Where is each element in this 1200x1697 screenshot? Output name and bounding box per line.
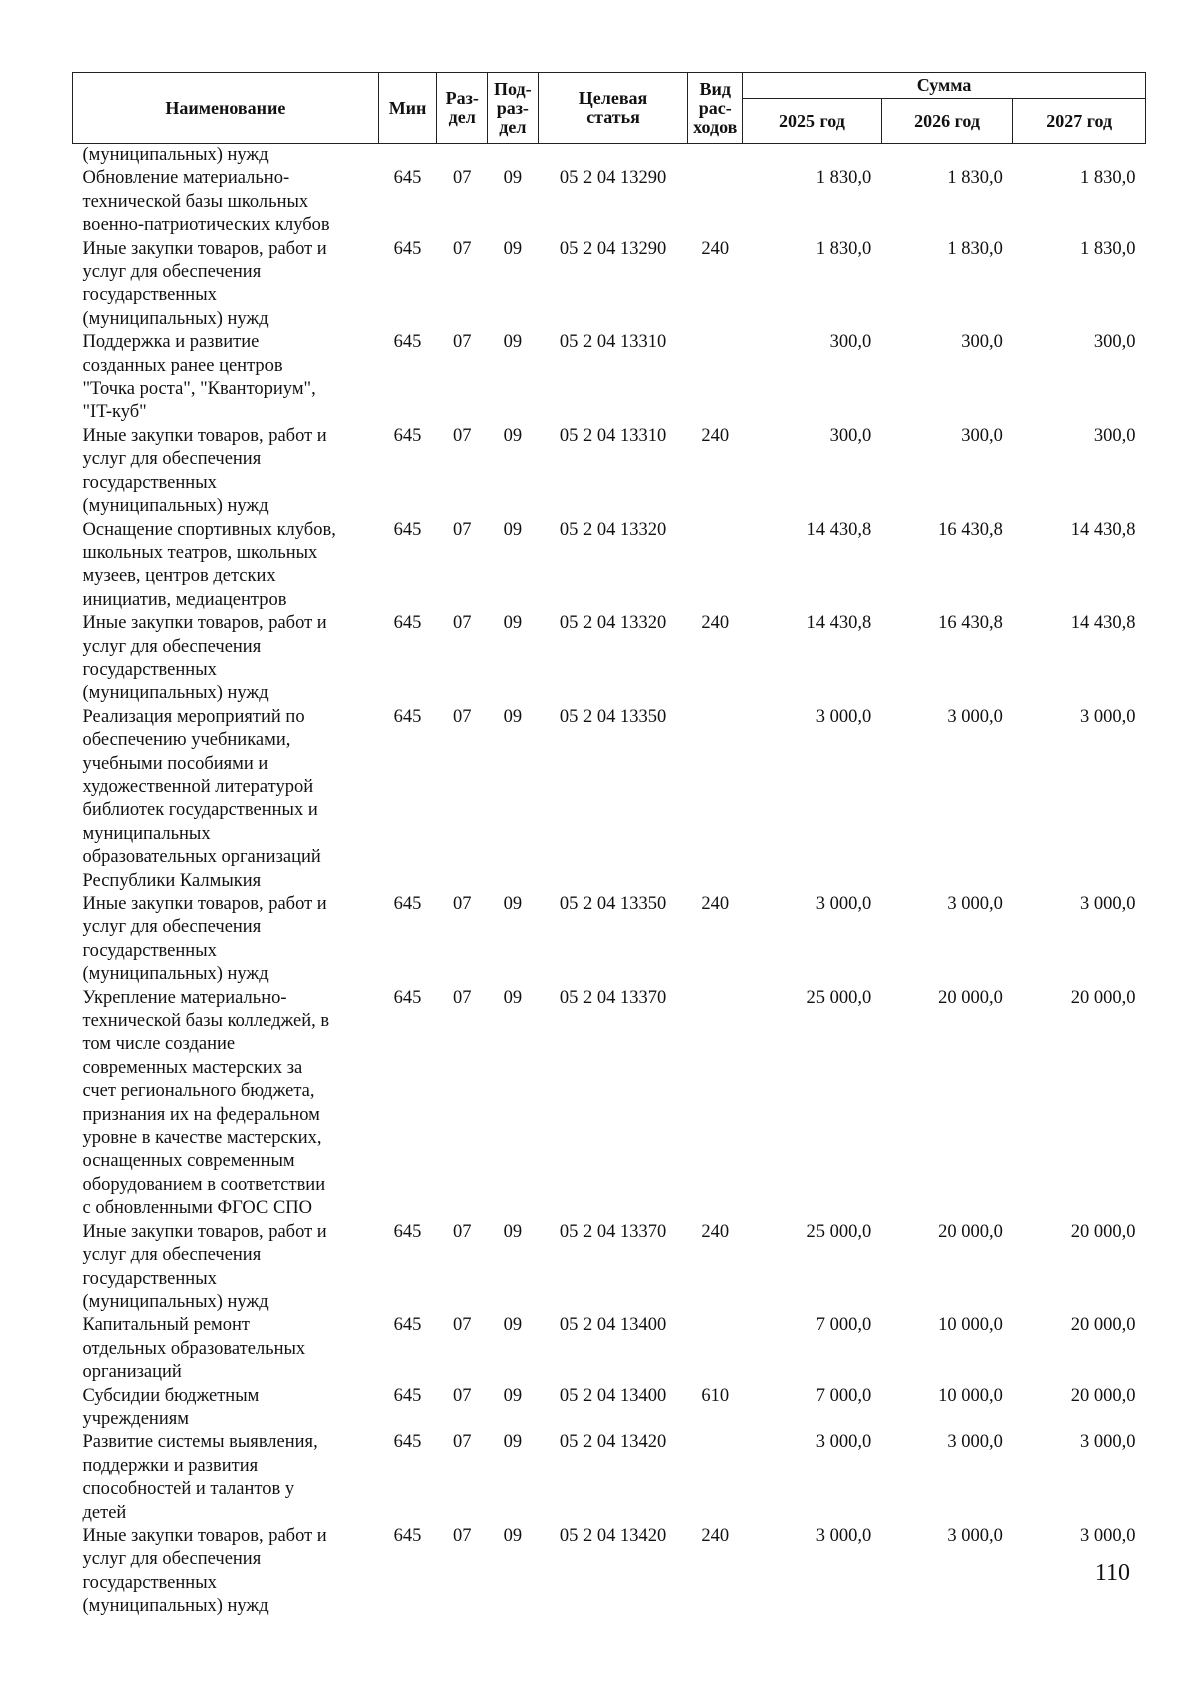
name-line: Укрепление материально-	[82, 987, 287, 1008]
name-line: поддержки и развития	[82, 1455, 259, 1476]
cell-name	[73, 144, 379, 168]
name-line: Обновление материально-	[82, 168, 290, 189]
name-line: Иные закупки товаров, работ и	[82, 613, 327, 634]
cell-sum-2026: 20 000,0	[938, 987, 1003, 1008]
name-line: (муниципальных) нужд	[82, 145, 269, 165]
cell-target: 05 2 04 13320	[559, 519, 667, 540]
cell-min: 645	[393, 1385, 422, 1406]
cell-razdel: 07	[452, 238, 472, 259]
name-line: Поддержка и развитие	[82, 332, 260, 353]
cell-vid	[688, 331, 743, 425]
cell-sum-2025: 3 000,0	[815, 894, 872, 914]
cell-razdel	[437, 144, 488, 168]
cell-sum-2026	[881, 144, 1013, 168]
table-row	[73, 167, 1146, 237]
cell-sum-2027: 20 000,0	[1070, 987, 1136, 1008]
cell-name	[73, 893, 379, 987]
table-row	[73, 1314, 1146, 1384]
name-line: "IT-куб"	[82, 402, 147, 423]
name-line: детей	[82, 1502, 127, 1523]
cell-razdel: 07	[452, 894, 472, 914]
cell-sum-2026: 10 000,0	[938, 1315, 1003, 1336]
name-line: Развитие системы выявления,	[82, 1432, 318, 1453]
cell-razdel: 07	[452, 332, 472, 353]
cell-podrazdel: 09	[503, 1525, 523, 1546]
cell-razdel: 07	[452, 706, 472, 727]
name-line: услуг для обеспечения	[82, 449, 262, 470]
cell-min	[378, 144, 437, 168]
cell-min: 645	[393, 168, 422, 189]
name-line: современных мастерских за	[82, 1057, 303, 1078]
cell-vid: 240	[701, 894, 730, 914]
cell-target: 05 2 04 13350	[559, 706, 667, 727]
name-line: Оснащение спортивных клубов,	[82, 519, 336, 540]
name-line: инициатив, медиацентров	[82, 589, 287, 610]
cell-sum-2027: 3 000,0	[1080, 894, 1136, 914]
cell-podrazdel: 09	[503, 613, 523, 634]
name-line: отдельных образовательных	[82, 1338, 306, 1359]
cell-podrazdel: 09	[503, 425, 523, 446]
cell-vid: 240	[701, 613, 730, 634]
name-line: государственных	[82, 472, 217, 493]
name-line: Иные закупки товаров, работ и	[82, 1221, 327, 1242]
cell-vid	[688, 167, 743, 237]
cell-vid: 240	[701, 1221, 730, 1242]
cell-target: 05 2 04 13400	[559, 1315, 667, 1336]
name-line: государственных	[82, 659, 217, 680]
cell-sum-2027: 300,0	[1093, 425, 1136, 446]
header-year-2025: 2025 год	[743, 99, 882, 144]
cell-min: 645	[393, 1221, 422, 1242]
cell-razdel: 07	[452, 987, 472, 1008]
name-line: Республики Калмыкия	[82, 870, 262, 891]
cell-target	[538, 144, 688, 168]
name-line: оснащенных современным	[82, 1151, 295, 1172]
cell-razdel: 07	[452, 1432, 472, 1453]
name-line: технической базы школьных	[82, 191, 309, 212]
cell-name	[73, 1525, 379, 1619]
cell-min: 645	[393, 1525, 422, 1546]
name-line: художественной литературой	[82, 776, 314, 797]
table-row	[73, 612, 1146, 706]
table-row	[73, 519, 1146, 613]
cell-sum-2025: 1 830,0	[815, 168, 872, 189]
cell-vid: 610	[701, 1385, 730, 1406]
cell-vid	[688, 1431, 743, 1525]
table-row	[73, 1431, 1146, 1525]
cell-min: 645	[393, 987, 422, 1008]
cell-target: 05 2 04 13420	[559, 1432, 667, 1453]
cell-podrazdel: 09	[503, 1385, 523, 1406]
name-line: услуг для обеспечения	[82, 917, 262, 938]
cell-podrazdel: 09	[503, 1432, 523, 1453]
cell-podrazdel: 09	[503, 168, 523, 189]
cell-target: 05 2 04 13420	[559, 1525, 667, 1546]
cell-razdel: 07	[452, 1385, 472, 1406]
name-line: Иные закупки товаров, работ и	[82, 1525, 327, 1546]
cell-razdel: 07	[452, 1525, 472, 1546]
cell-sum-2025: 7 000,0	[815, 1315, 872, 1336]
cell-min: 645	[393, 519, 422, 540]
cell-sum-2027: 14 430,8	[1070, 613, 1136, 634]
cell-podrazdel: 09	[503, 1315, 523, 1336]
cell-name	[73, 612, 379, 706]
cell-vid: 240	[701, 238, 730, 259]
cell-podrazdel: 09	[503, 238, 523, 259]
cell-sum-2027: 1 830,0	[1080, 238, 1136, 259]
name-line: услуг для обеспечения	[82, 1245, 262, 1266]
header-year-2027: 2027 год	[1013, 99, 1146, 144]
name-line: Иные закупки товаров, работ и	[82, 894, 327, 914]
name-line: том числе создание	[82, 1034, 236, 1055]
cell-name	[73, 167, 379, 237]
cell-sum-2025: 25 000,0	[806, 1221, 872, 1242]
name-line: (муниципальных) нужд	[82, 1291, 269, 1312]
table-row	[73, 238, 1146, 332]
header-name: Наименование	[73, 73, 379, 144]
cell-sum-2027: 3 000,0	[1080, 706, 1136, 727]
cell-sum-2027: 20 000,0	[1070, 1315, 1136, 1336]
cell-sum-2026: 1 830,0	[947, 238, 1003, 259]
name-line: услуг для обеспечения	[82, 262, 262, 283]
cell-sum-2026: 300,0	[961, 425, 1003, 446]
cell-sum-2025: 14 430,8	[806, 613, 872, 634]
name-line: образовательных организаций	[82, 847, 321, 868]
name-line: государственных	[82, 940, 217, 961]
cell-sum-2025: 1 830,0	[815, 238, 872, 259]
cell-name	[73, 1385, 379, 1432]
table-header	[73, 73, 1146, 144]
name-line: признания их на федеральном	[82, 1104, 320, 1125]
cell-target: 05 2 04 13350	[559, 894, 667, 914]
header-vid: Вид рас- ходов	[688, 73, 743, 144]
cell-name	[73, 1221, 379, 1315]
cell-podrazdel: 09	[503, 987, 523, 1008]
cell-podrazdel: 09	[503, 1221, 523, 1242]
table-row	[73, 1221, 1146, 1315]
cell-sum-2025: 3 000,0	[815, 1432, 872, 1453]
cell-target: 05 2 04 13310	[559, 425, 667, 446]
cell-razdel: 07	[452, 1221, 472, 1242]
cell-sum-2027: 1 830,0	[1080, 168, 1136, 189]
cell-min: 645	[393, 706, 422, 727]
cell-target: 05 2 04 13290	[559, 238, 667, 259]
name-line: услуг для обеспечения	[82, 1549, 262, 1570]
cell-sum-2025: 300,0	[829, 425, 872, 446]
cell-sum-2026: 3 000,0	[947, 1432, 1003, 1453]
name-line: государственных	[82, 285, 217, 306]
cell-podrazdel	[488, 144, 539, 168]
header-year-2026: 2026 год	[881, 99, 1013, 144]
cell-vid	[688, 144, 743, 168]
cell-razdel: 07	[452, 425, 472, 446]
name-line: Иные закупки товаров, работ и	[82, 425, 327, 446]
name-line: организаций	[82, 1362, 182, 1383]
cell-target: 05 2 04 13320	[559, 613, 667, 634]
cell-min: 645	[393, 613, 422, 634]
name-line: библиотек государственных и	[82, 800, 318, 821]
table-row	[73, 1385, 1146, 1432]
cell-podrazdel: 09	[503, 706, 523, 727]
cell-podrazdel: 09	[503, 894, 523, 914]
table-row	[73, 706, 1146, 893]
cell-sum-2026: 300,0	[961, 332, 1003, 353]
name-line: Капитальный ремонт	[82, 1315, 250, 1336]
name-line: Иные закупки товаров, работ и	[82, 238, 327, 259]
cell-sum-2025: 14 430,8	[806, 519, 872, 540]
name-line: уровне в качестве мастерских,	[82, 1128, 322, 1149]
name-line: государственных	[82, 1572, 217, 1593]
name-line: технической базы колледжей, в	[82, 1011, 330, 1032]
name-line: услуг для обеспечения	[82, 636, 262, 657]
table-body	[73, 144, 1146, 1619]
cell-razdel: 07	[452, 1315, 472, 1336]
cell-sum-2025: 25 000,0	[806, 987, 872, 1008]
cell-sum-2026: 16 430,8	[938, 613, 1003, 634]
name-line: Субсидии бюджетным	[82, 1385, 260, 1406]
cell-sum-2027: 14 430,8	[1070, 519, 1136, 540]
cell-min: 645	[393, 425, 422, 446]
name-line: (муниципальных) нужд	[82, 496, 269, 517]
cell-target: 05 2 04 13290	[559, 168, 667, 189]
cell-sum-2026: 3 000,0	[947, 894, 1003, 914]
header-razdel: Раз- дел	[437, 73, 488, 144]
name-line: "Точка роста", "Кванториум",	[82, 379, 316, 400]
cell-sum-2027: 3 000,0	[1080, 1525, 1136, 1546]
cell-target: 05 2 04 13370	[559, 987, 667, 1008]
name-line: Реализация мероприятий по	[82, 706, 305, 727]
cell-sum-2025: 300,0	[829, 332, 872, 353]
page-number: 110	[1094, 1560, 1130, 1586]
cell-name	[73, 1314, 379, 1384]
cell-sum-2025: 3 000,0	[815, 706, 872, 727]
cell-name	[73, 706, 379, 893]
header-target: Целевая статья	[538, 73, 688, 144]
cell-target: 05 2 04 13400	[559, 1385, 667, 1406]
cell-vid	[688, 1314, 743, 1384]
cell-vid	[688, 987, 743, 1221]
cell-min: 645	[393, 894, 422, 914]
cell-sum-2027: 20 000,0	[1070, 1385, 1136, 1406]
cell-sum-2026: 1 830,0	[947, 168, 1003, 189]
table-row	[73, 1525, 1146, 1619]
name-line: с обновленными ФГОС СПО	[82, 1198, 313, 1219]
name-line: учебными пособиями и	[82, 753, 269, 774]
cell-sum-2027: 3 000,0	[1080, 1432, 1136, 1453]
cell-vid	[688, 519, 743, 613]
cell-sum-2027: 20 000,0	[1070, 1221, 1136, 1242]
name-line: счет регионального бюджета,	[82, 1081, 315, 1102]
name-line: военно-патриотических клубов	[82, 215, 330, 236]
header-podrazdel: Под- раз- дел	[488, 73, 539, 144]
cell-min: 645	[393, 1432, 422, 1453]
cell-razdel: 07	[452, 168, 472, 189]
cell-name	[73, 331, 379, 425]
table-row	[73, 425, 1146, 519]
name-line: музеев, центров детских	[82, 566, 276, 587]
cell-name	[73, 987, 379, 1221]
cell-name	[73, 238, 379, 332]
cell-sum-2026: 20 000,0	[938, 1221, 1003, 1242]
name-line: (муниципальных) нужд	[82, 308, 269, 329]
cell-podrazdel: 09	[503, 519, 523, 540]
cell-podrazdel: 09	[503, 332, 523, 353]
cell-sum-2026: 3 000,0	[947, 706, 1003, 727]
cell-name	[73, 1431, 379, 1525]
cell-min: 645	[393, 1315, 422, 1336]
cell-min: 645	[393, 238, 422, 259]
name-line: обеспечению учебниками,	[82, 730, 291, 751]
cell-sum-2026: 10 000,0	[938, 1385, 1003, 1406]
cell-sum-2026: 3 000,0	[947, 1525, 1003, 1546]
cell-vid	[688, 706, 743, 893]
table-row	[73, 987, 1146, 1221]
name-line: муниципальных	[82, 823, 211, 844]
name-line: созданных ранее центров	[82, 355, 283, 376]
budget-sheet	[72, 72, 1146, 1619]
cell-sum-2027: 300,0	[1093, 332, 1136, 353]
table-row	[73, 144, 1146, 168]
cell-sum-2027	[1013, 144, 1146, 168]
cell-sum-2025: 7 000,0	[815, 1385, 872, 1406]
name-line: способностей и талантов у	[82, 1479, 295, 1500]
name-line: учреждениям	[82, 1408, 189, 1429]
cell-target: 05 2 04 13310	[559, 332, 667, 353]
cell-name	[73, 519, 379, 613]
name-line: оборудованием в соответствии	[82, 1174, 326, 1195]
cell-razdel: 07	[452, 613, 472, 634]
cell-sum-2026: 16 430,8	[938, 519, 1003, 540]
cell-min: 645	[393, 332, 422, 353]
cell-sum-2025: 3 000,0	[815, 1525, 872, 1546]
name-line: (муниципальных) нужд	[82, 683, 269, 704]
cell-sum-2025	[743, 144, 882, 168]
name-line: школьных театров, школьных	[82, 542, 318, 563]
table-row	[73, 331, 1146, 425]
cell-name	[73, 425, 379, 519]
table-row	[73, 893, 1146, 987]
name-line: государственных	[82, 1268, 217, 1289]
header-sum: Сумма	[743, 73, 1146, 99]
name-line: (муниципальных) нужд	[82, 1596, 269, 1617]
name-line: (муниципальных) нужд	[82, 964, 269, 985]
cell-razdel: 07	[452, 519, 472, 540]
cell-target: 05 2 04 13370	[559, 1221, 667, 1242]
header-min: Мин	[378, 73, 437, 144]
cell-vid: 240	[701, 1525, 730, 1546]
cell-vid: 240	[701, 425, 730, 446]
budget-table	[72, 72, 1146, 1619]
